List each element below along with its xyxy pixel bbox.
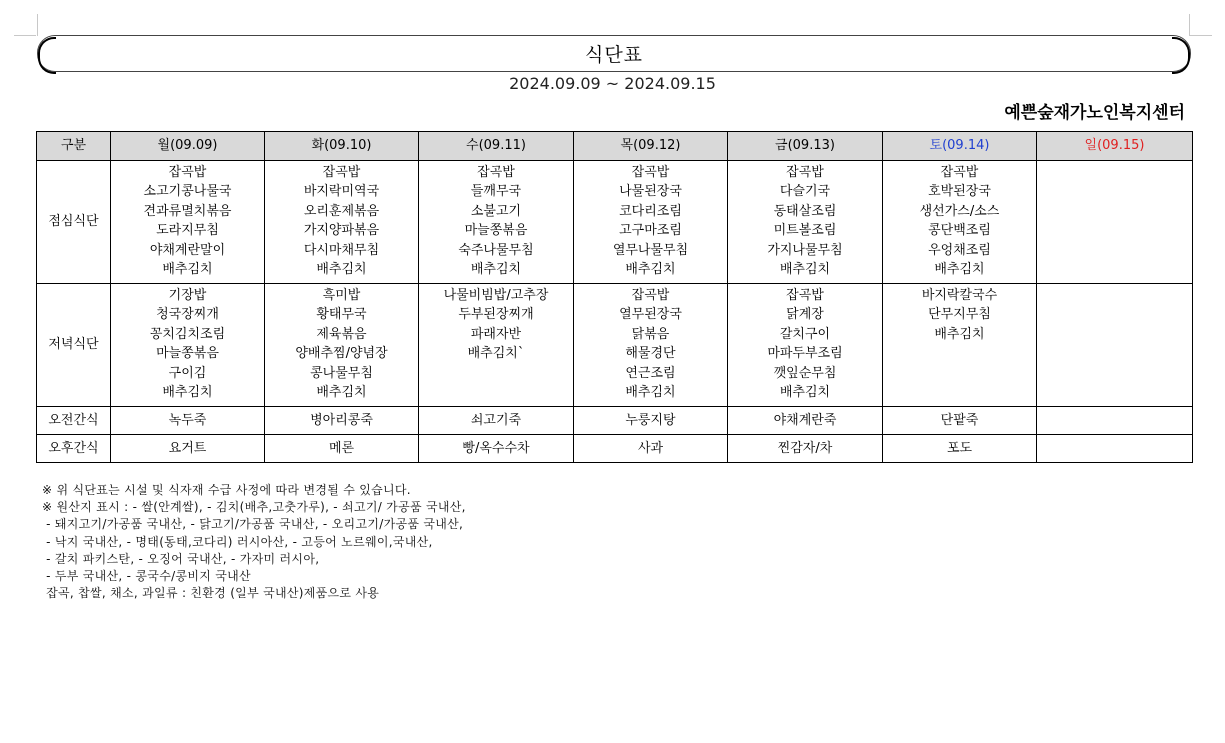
menu-table	[36, 131, 1193, 463]
menu-item: 동태살조림	[773, 203, 837, 219]
menu-item: 가지양파볶음	[303, 223, 380, 239]
menu-item: 마늘쫑볶음	[156, 346, 219, 362]
menu-item: 생선가스/소스	[919, 203, 1000, 219]
dinner-cell	[265, 284, 419, 407]
row-label-afternoon-snack: 오후간식	[37, 435, 111, 463]
menu-item: 도라지무침	[156, 223, 219, 239]
menu-item: 숙주나물무침	[458, 242, 534, 258]
menu-item: 흑미밥	[322, 288, 361, 303]
menu-item: 마파두부조림	[767, 346, 843, 362]
note-line: ※ 위 식단표는 시설 및 식자재 수급 사정에 따라 변경될 수 있습니다.	[42, 483, 411, 497]
menu-item: 코다리조림	[619, 203, 682, 219]
menu-item: 우엉채조림	[928, 242, 991, 258]
notes-section	[42, 482, 466, 602]
menu-item: 소불고기	[470, 203, 522, 219]
afternoon-snack-cell: 포도	[883, 435, 1037, 463]
table-header-row	[37, 132, 1193, 161]
menu-item: 기장밥	[168, 288, 207, 303]
header-day-thu: 목(09.12)	[574, 132, 728, 161]
menu-item: 바지락칼국수	[921, 288, 998, 303]
table-row-morning-snack	[37, 407, 1193, 435]
menu-item: 꽁치김치조림	[149, 326, 226, 342]
header-day-mon: 월(09.09)	[111, 132, 265, 161]
lunch-cell	[883, 161, 1037, 284]
menu-item: 닭볶음	[631, 326, 670, 342]
menu-item: 잡곡밥	[786, 288, 824, 303]
note-line: ※ 원산지 표시 : - 쌀(안계쌀), - 김치(배추,고춧가루), - 쇠고기/ 가공품 국내산,	[42, 500, 466, 515]
menu-item: 콩나물무침	[310, 365, 373, 381]
lunch-cell	[419, 161, 574, 284]
table-row-lunch	[37, 161, 1193, 284]
header-day-wed: 수(09.11)	[419, 132, 574, 161]
header-day-sat: 토(09.14)	[883, 132, 1037, 161]
menu-item: 잡곡밥	[631, 288, 670, 303]
morning-snack-cell: 녹두죽	[111, 407, 265, 435]
row-label-lunch: 점심식단	[37, 161, 111, 284]
menu-item: 단무지무침	[928, 307, 991, 323]
note-line: 잡곡, 찹쌀, 채소, 과일류 : 친환경 (일부 국내산)제품으로 사용	[42, 586, 380, 601]
menu-item: 잡곡밥	[631, 165, 670, 180]
menu-item: 배추김치	[625, 262, 676, 278]
menu-item: 양배추찜/양념장	[295, 346, 388, 362]
note-line: - 낙지 국내산, - 명태(동태,코다리) 러시아산, - 고등어 노르웨이,국내산,	[42, 534, 433, 549]
afternoon-snack-cell: 사과	[574, 435, 728, 463]
menu-item: 갈치구이	[779, 326, 831, 342]
menu-item: 소고기콩나물국	[143, 184, 232, 200]
menu-item: 열무된장국	[619, 307, 682, 323]
header-day-fri: 금(09.13)	[728, 132, 883, 161]
menu-item: 잡곡밥	[940, 165, 979, 180]
menu-item: 잡곡밥	[168, 165, 207, 180]
note-line: - 두부 국내산, - 콩국수/콩비지 국내산	[42, 569, 251, 584]
menu-item: 나물비빔밥/고추장	[443, 288, 549, 303]
menu-item: 배추김치	[162, 262, 213, 278]
menu-item: 배추김치`	[467, 346, 525, 362]
menu-item: 열무나물무침	[612, 242, 689, 258]
menu-item: 두부된장찌개	[458, 307, 534, 323]
menu-item: 다슬기국	[779, 184, 831, 200]
lunch-cell	[1037, 161, 1193, 284]
menu-item: 청국장찌개	[156, 307, 219, 323]
menu-item: 배추김치	[625, 385, 676, 401]
menu-item: 배추김치	[316, 385, 367, 401]
page-corner-mark	[37, 14, 38, 36]
menu-item: 깻잎순무침	[773, 365, 837, 381]
note-line: - 돼지고기/가공품 국내산, - 닭고기/가공품 국내산, - 오리고기/가공품 국내산,	[42, 517, 464, 532]
morning-snack-cell: 쇠고기죽	[419, 407, 574, 435]
menu-item: 미트볼조림	[773, 223, 837, 239]
menu-item: 들깨무국	[470, 184, 522, 200]
title-banner	[37, 35, 1191, 72]
menu-item: 구이김	[168, 365, 207, 381]
menu-item: 잡곡밥	[786, 165, 824, 180]
afternoon-snack-cell	[1037, 435, 1193, 463]
menu-item: 마늘쫑볶음	[464, 223, 528, 239]
lunch-cell	[111, 161, 265, 284]
note-line: - 갈치 파키스탄, - 오징어 국내산, - 가자미 러시아,	[42, 551, 320, 566]
lunch-cell	[265, 161, 419, 284]
table-row-dinner	[37, 284, 1193, 407]
afternoon-snack-cell: 요거트	[111, 435, 265, 463]
menu-item: 배추김치	[470, 262, 522, 278]
page-corner-mark	[1189, 14, 1190, 36]
lunch-cell	[728, 161, 883, 284]
menu-item: 배추김치	[162, 385, 213, 401]
menu-item: 고구마조림	[619, 223, 682, 239]
afternoon-snack-cell: 빵/옥수수차	[419, 435, 574, 463]
morning-snack-cell: 야채계란죽	[728, 407, 883, 435]
table-row-afternoon-snack	[37, 435, 1193, 463]
row-label-dinner: 저녁식단	[37, 284, 111, 407]
menu-item: 가지나물무침	[767, 242, 843, 258]
menu-item: 야채계란말이	[149, 242, 226, 258]
lunch-cell	[574, 161, 728, 284]
header-category: 구분	[37, 132, 111, 161]
menu-item: 황태무국	[316, 307, 367, 323]
menu-item: 배추김치	[934, 326, 985, 342]
menu-item: 닭계장	[786, 307, 824, 323]
dinner-cell	[1037, 284, 1193, 407]
menu-item: 배추김치	[316, 262, 367, 278]
dinner-cell	[419, 284, 574, 407]
dinner-cell	[111, 284, 265, 407]
menu-item: 해물경단	[625, 346, 676, 362]
morning-snack-cell	[1037, 407, 1193, 435]
date-range: 2024.09.09 ~ 2024.09.15	[509, 74, 716, 93]
page-corner-mark	[14, 35, 36, 36]
afternoon-snack-cell: 메론	[265, 435, 419, 463]
page-title: 식단표	[584, 44, 644, 66]
menu-item: 제육볶음	[316, 326, 367, 342]
menu-item: 콩단백조림	[928, 223, 991, 239]
menu-item: 다시마채무침	[303, 242, 380, 258]
menu-item: 배추김치	[779, 385, 831, 401]
menu-item: 잡곡밥	[477, 165, 515, 180]
menu-item: 배추김치	[779, 262, 831, 278]
afternoon-snack-cell: 찐감자/차	[728, 435, 883, 463]
dinner-cell	[574, 284, 728, 407]
menu-item: 오리훈제볶음	[303, 203, 380, 219]
menu-item: 배추김치	[934, 262, 985, 278]
menu-item: 잡곡밥	[322, 165, 361, 180]
header-day-tue: 화(09.10)	[265, 132, 419, 161]
header-day-sun: 일(09.15)	[1037, 132, 1193, 161]
menu-item: 나물된장국	[619, 184, 682, 200]
menu-item: 연근조림	[625, 365, 676, 381]
center-name: 예쁜숲재가노인복지센터	[1004, 103, 1185, 123]
menu-item: 파래자반	[470, 326, 522, 342]
morning-snack-cell: 단팥죽	[883, 407, 1037, 435]
morning-snack-cell: 병아리콩죽	[265, 407, 419, 435]
dinner-cell	[728, 284, 883, 407]
menu-item: 호박된장국	[928, 184, 991, 200]
page-corner-mark	[1190, 35, 1212, 36]
morning-snack-cell: 누룽지탕	[574, 407, 728, 435]
menu-item: 바지락미역국	[303, 184, 380, 200]
menu-item: 견과류멸치볶음	[143, 203, 232, 219]
dinner-cell	[883, 284, 1037, 407]
row-label-morning-snack: 오전간식	[37, 407, 111, 435]
